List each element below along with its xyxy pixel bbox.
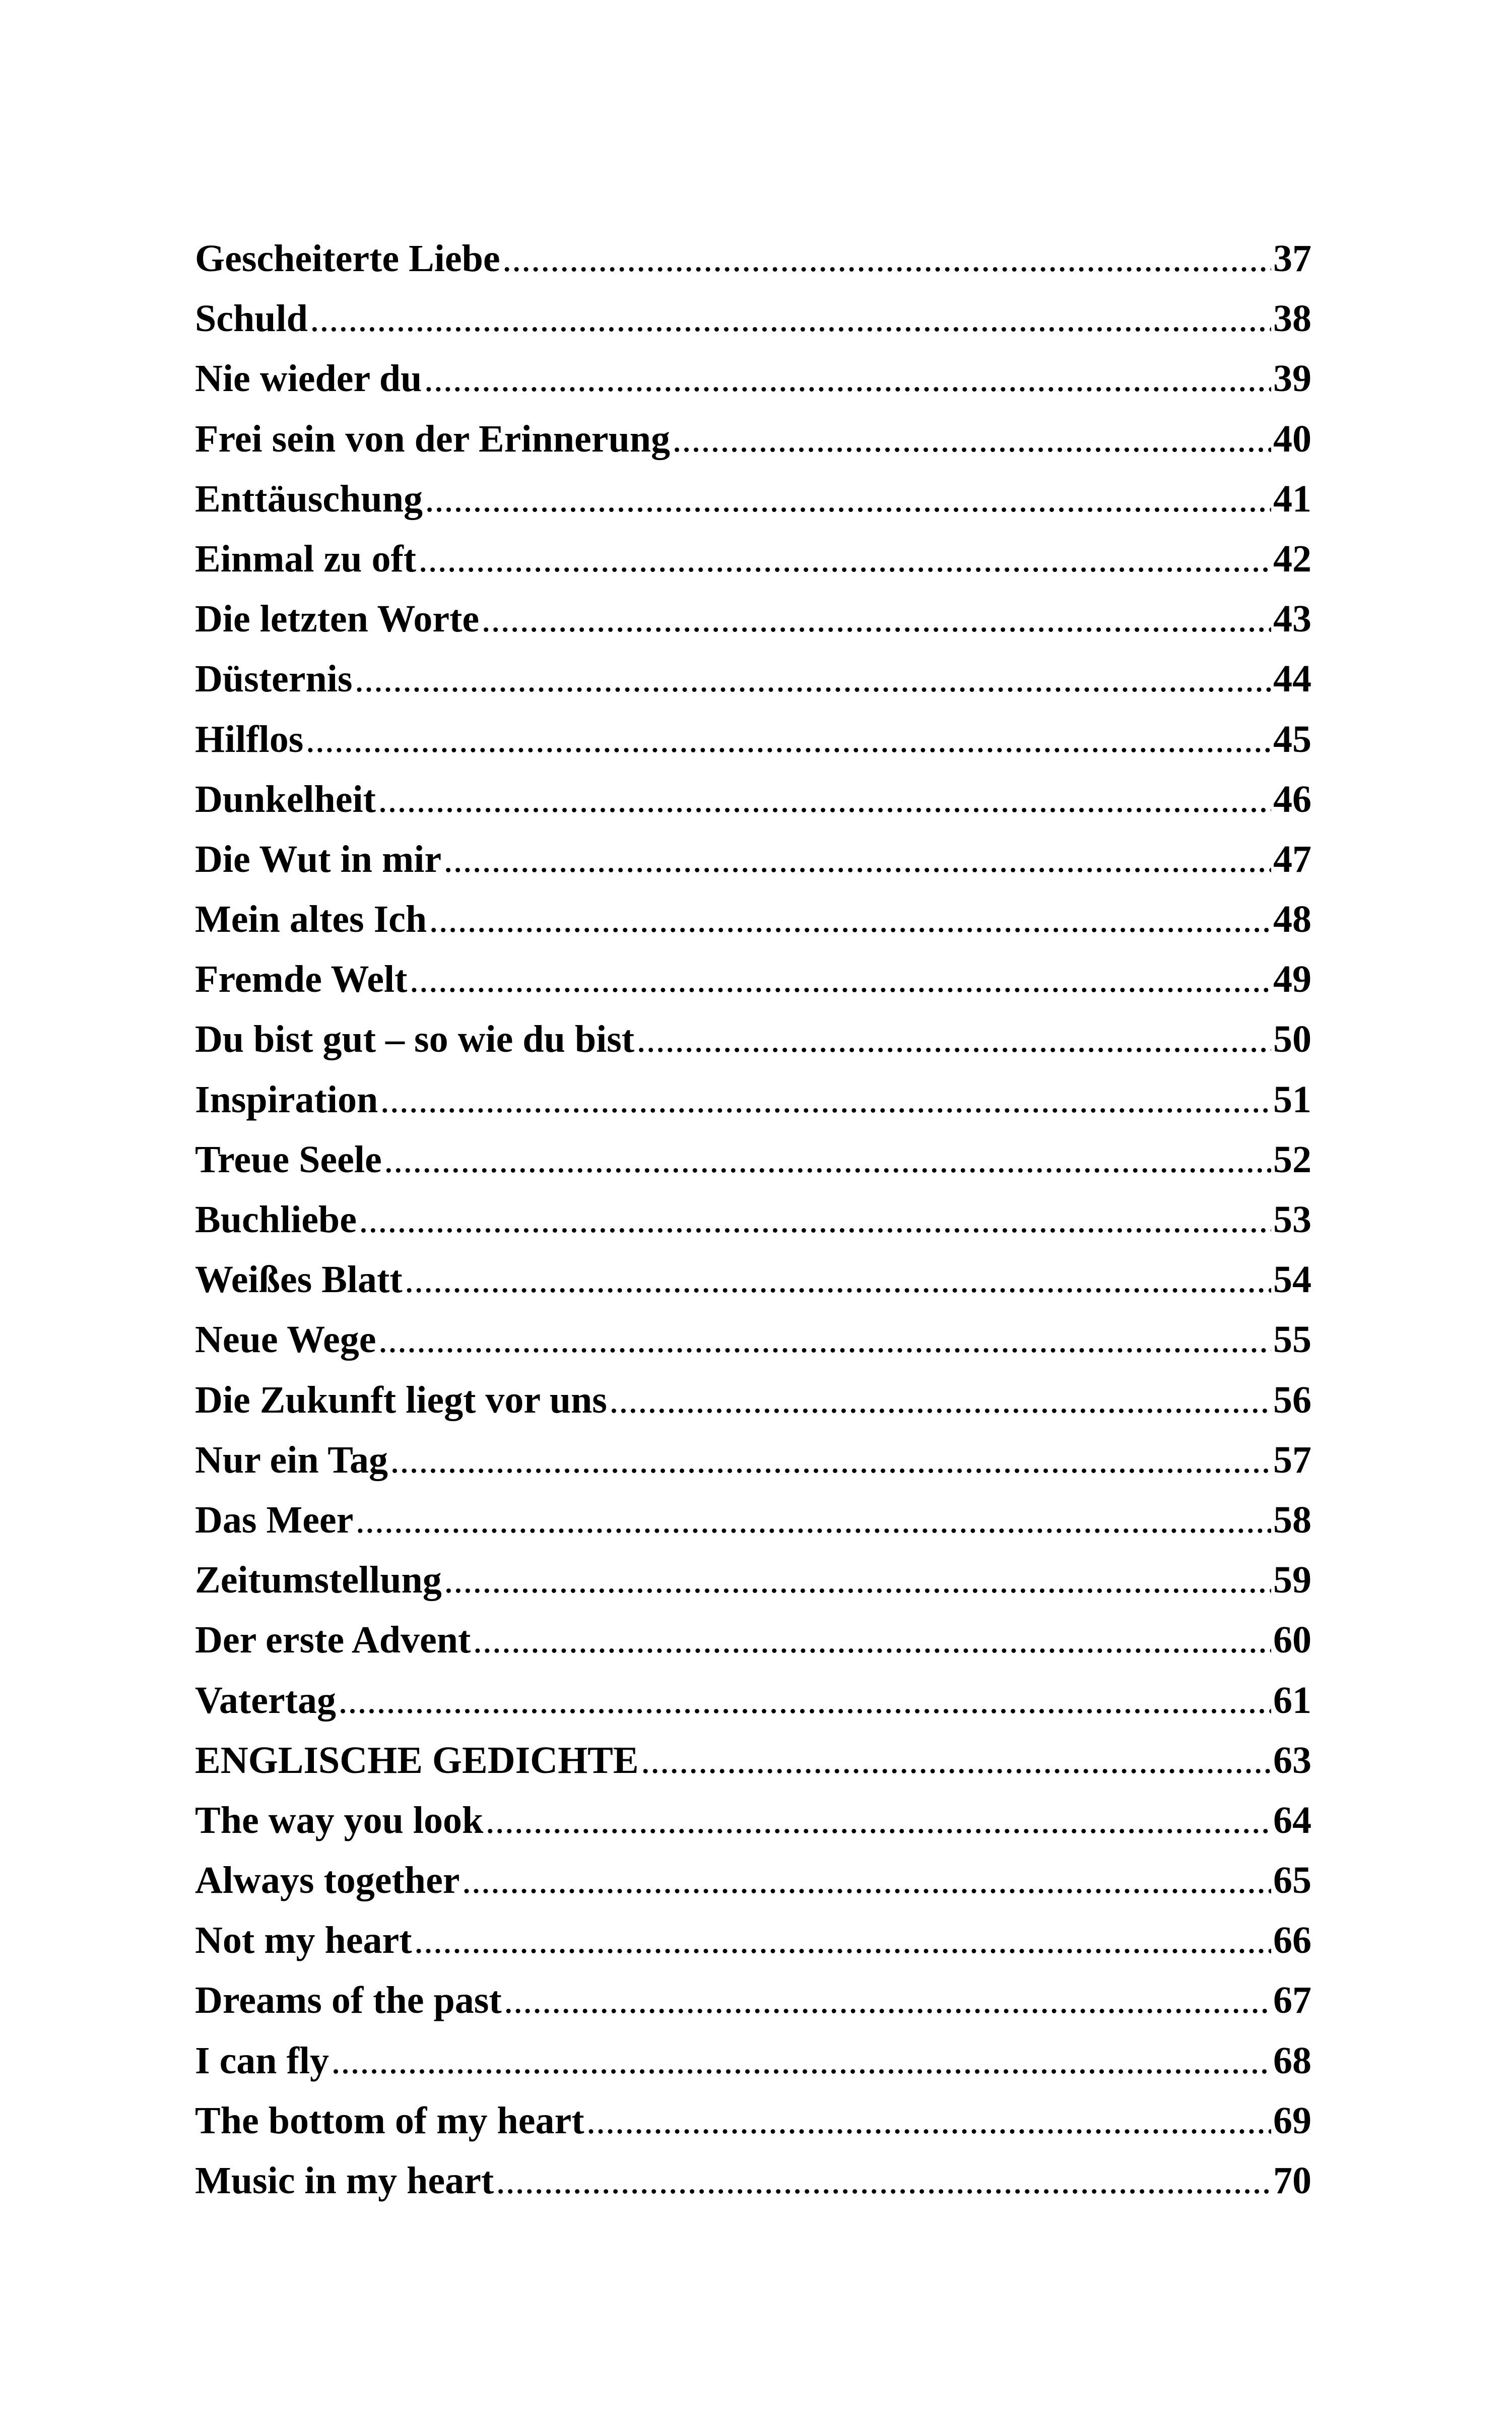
toc-entry (195, 2159, 1311, 2219)
toc-entry-title: Enttäuschung (195, 477, 423, 520)
toc-entry-title: Not my heart (195, 1919, 412, 1962)
dot-leader (380, 1078, 1271, 1122)
dot-leader (378, 1318, 1271, 1362)
dot-leader (354, 657, 1271, 701)
toc-entry-page-number: 57 (1273, 1438, 1311, 1481)
toc-entry-page-number: 68 (1273, 2039, 1311, 2082)
dot-leader (443, 838, 1271, 881)
toc-entry (195, 1138, 1311, 1198)
toc-entry-page-number: 44 (1273, 658, 1311, 700)
dot-leader (355, 1498, 1271, 1542)
toc-entry-page-number: 42 (1273, 537, 1311, 580)
toc-entry-page-number: 67 (1273, 1979, 1311, 2022)
toc-entry (195, 657, 1311, 717)
toc-entry-title: Hilflos (195, 718, 304, 760)
dot-leader (462, 1859, 1271, 1902)
toc-entry-title: Die Wut in mir (195, 838, 442, 880)
toc-entry-title: Zeitumstellung (195, 1559, 442, 1602)
toc-entry (195, 1558, 1311, 1618)
toc-entry-title: Schuld (195, 297, 308, 340)
dot-leader (384, 1138, 1271, 1182)
toc-entry (195, 1198, 1311, 1258)
dot-leader (390, 1438, 1271, 1482)
dot-leader (310, 297, 1271, 341)
toc-entry-title: Neue Wege (195, 1318, 376, 1361)
table-of-contents (195, 237, 1311, 2219)
dot-leader (481, 597, 1271, 641)
toc-entry-page-number: 58 (1273, 1498, 1311, 1541)
dot-leader (496, 2159, 1271, 2203)
toc-entry-title: Der erste Advent (195, 1619, 471, 1662)
toc-entry (195, 2099, 1311, 2159)
dot-leader (409, 958, 1271, 1001)
toc-entry-page-number: 52 (1273, 1138, 1311, 1181)
toc-entry (195, 1919, 1311, 1979)
toc-entry-title: Frei sein von der Erinnerung (195, 417, 671, 460)
dot-leader (444, 1558, 1271, 1602)
toc-entry-page-number: 41 (1273, 477, 1311, 520)
toc-entry (195, 1979, 1311, 2039)
toc-entry-page-number: 39 (1273, 357, 1311, 400)
toc-entry-page-number: 69 (1273, 2099, 1311, 2142)
toc-entry (195, 898, 1311, 958)
dot-leader (378, 778, 1271, 821)
dot-leader (609, 1378, 1271, 1422)
toc-entry (195, 477, 1311, 537)
toc-entry-title: Gescheiterte Liebe (195, 237, 500, 280)
toc-entry-title: Buchliebe (195, 1198, 357, 1241)
dot-leader (672, 417, 1271, 461)
toc-entry (195, 537, 1311, 597)
toc-entry-page-number: 64 (1273, 1799, 1311, 1841)
toc-entry-title: I can fly (195, 2039, 329, 2082)
toc-entry (195, 1679, 1311, 1739)
dot-leader (359, 1198, 1271, 1242)
dot-leader (485, 1799, 1271, 1842)
toc-entry (195, 417, 1311, 477)
toc-entry-page-number: 60 (1273, 1619, 1311, 1662)
toc-entry-title: Inspiration (195, 1078, 378, 1121)
toc-entry-title: Einmal zu oft (195, 537, 417, 580)
toc-entry (195, 1438, 1311, 1498)
toc-entry (195, 237, 1311, 297)
toc-entry-title: ENGLISCHE GEDICHTE (195, 1739, 639, 1781)
toc-entry-title: Always together (195, 1859, 460, 1902)
dot-leader (473, 1618, 1271, 1662)
toc-entry-title: Music in my heart (195, 2159, 494, 2202)
toc-entry (195, 1498, 1311, 1558)
toc-entry-page-number: 51 (1273, 1078, 1311, 1121)
toc-entry-title: Dunkelheit (195, 778, 376, 820)
toc-entry-title: Nur ein Tag (195, 1438, 388, 1481)
toc-entry-page-number: 56 (1273, 1378, 1311, 1421)
toc-entry-page-number: 48 (1273, 898, 1311, 941)
toc-entry-page-number: 66 (1273, 1919, 1311, 1962)
dot-leader (305, 718, 1271, 761)
toc-entry (195, 1318, 1311, 1378)
dot-leader (418, 537, 1271, 581)
toc-entry-page-number: 54 (1273, 1258, 1311, 1301)
toc-entry (195, 1739, 1311, 1799)
toc-entry-page-number: 50 (1273, 1018, 1311, 1061)
toc-entry-title: Dreams of the past (195, 1979, 502, 2022)
toc-entry (195, 1078, 1311, 1138)
dot-leader (636, 1017, 1271, 1061)
toc-entry (195, 357, 1311, 417)
dot-leader (414, 1919, 1271, 1962)
dot-leader (504, 1979, 1271, 2022)
dot-leader (429, 898, 1271, 941)
toc-entry (195, 838, 1311, 898)
dot-leader (641, 1739, 1271, 1782)
toc-entry-title: Fremde Welt (195, 958, 408, 1001)
toc-entry-page-number: 43 (1273, 598, 1311, 641)
toc-entry-page-number: 59 (1273, 1559, 1311, 1602)
toc-entry-title: Treue Seele (195, 1138, 382, 1181)
toc-entry-page-number: 53 (1273, 1198, 1311, 1241)
toc-entry-title: The bottom of my heart (195, 2099, 584, 2142)
toc-entry-title: Düsternis (195, 658, 353, 700)
toc-entry-title: Die letzten Worte (195, 598, 480, 641)
toc-entry (195, 1258, 1311, 1318)
toc-entry-page-number: 55 (1273, 1318, 1311, 1361)
toc-entry-page-number: 47 (1273, 838, 1311, 880)
toc-entry-page-number: 61 (1273, 1679, 1311, 1722)
dot-leader (331, 2039, 1271, 2083)
toc-entry-page-number: 49 (1273, 958, 1311, 1001)
toc-entry-page-number: 46 (1273, 778, 1311, 820)
toc-entry-page-number: 70 (1273, 2159, 1311, 2202)
toc-entry-page-number: 37 (1273, 237, 1311, 280)
toc-entry-page-number: 40 (1273, 417, 1311, 460)
dot-leader (586, 2099, 1271, 2143)
toc-entry (195, 297, 1311, 357)
toc-entry-page-number: 45 (1273, 718, 1311, 760)
toc-entry (195, 597, 1311, 657)
toc-entry-title: The way you look (195, 1799, 484, 1841)
toc-entry (195, 1017, 1311, 1077)
toc-entry (195, 1378, 1311, 1438)
toc-entry (195, 778, 1311, 838)
dot-leader (338, 1679, 1271, 1723)
toc-entry (195, 2039, 1311, 2099)
toc-entry-page-number: 65 (1273, 1859, 1311, 1902)
toc-entry-title: Nie wieder du (195, 357, 422, 400)
toc-entry-page-number: 38 (1273, 297, 1311, 340)
toc-entry-title: Weißes Blatt (195, 1258, 403, 1301)
toc-entry-title: Du bist gut – so wie du bist (195, 1018, 635, 1061)
toc-entry-page-number: 63 (1273, 1739, 1311, 1781)
toc-entry-title: Die Zukunft liegt vor uns (195, 1378, 607, 1421)
toc-entry (195, 1859, 1311, 1919)
dot-leader (425, 477, 1271, 521)
toc-entry (195, 1799, 1311, 1859)
dot-leader (405, 1258, 1271, 1302)
toc-entry (195, 958, 1311, 1017)
toc-entry-title: Vatertag (195, 1679, 336, 1722)
dot-leader (424, 357, 1271, 401)
toc-entry (195, 1618, 1311, 1678)
toc-entry-title: Mein altes Ich (195, 898, 427, 941)
dot-leader (502, 237, 1271, 281)
toc-entry (195, 718, 1311, 778)
toc-entry-title: Das Meer (195, 1498, 354, 1541)
